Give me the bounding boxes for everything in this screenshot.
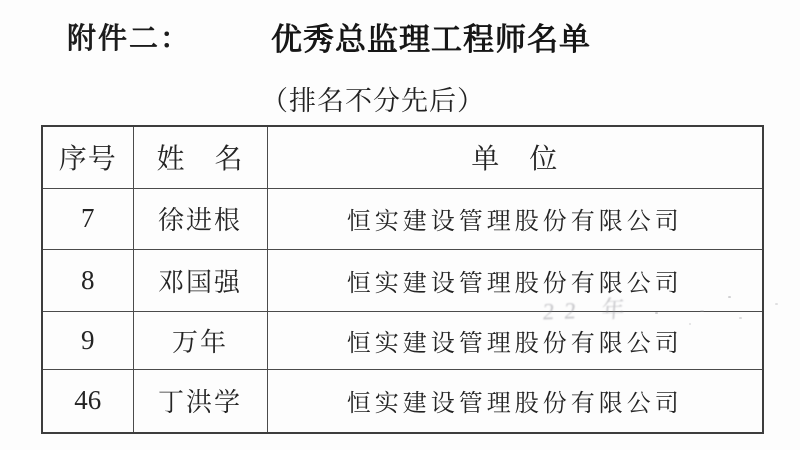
document-title: 优秀总监理工程师名单 xyxy=(271,22,591,57)
serial-cell: 7 xyxy=(42,188,133,249)
column-header-name: 姓 名 xyxy=(133,126,267,188)
unit-cell: 恒实建设管理股份有限公司 xyxy=(267,188,763,249)
engineer-roster-table xyxy=(41,125,764,434)
unit-cell: 恒实建设管理股份有限公司 xyxy=(267,249,763,311)
scan-speck xyxy=(775,303,778,305)
unit-cell: 恒实建设管理股份有限公司 xyxy=(267,369,763,433)
name-cell: 徐进根 xyxy=(133,188,267,249)
serial-cell: 9 xyxy=(42,311,133,369)
attachment-label: 附件二： xyxy=(67,23,192,55)
bleed-through-artifact: 22 年 xyxy=(542,296,636,325)
unit-cell: 恒实建设管理股份有限公司 xyxy=(267,311,763,369)
serial-cell: 46 xyxy=(42,369,133,433)
column-header-serial: 序号 xyxy=(42,126,133,188)
column-header-unit: 单 位 xyxy=(267,126,763,188)
table-row xyxy=(42,249,763,311)
table-row xyxy=(42,311,763,369)
table-header-row xyxy=(42,126,763,188)
table-row xyxy=(42,369,763,433)
name-cell: 邓国强 xyxy=(133,249,267,311)
table-row xyxy=(42,188,763,249)
name-cell: 丁洪学 xyxy=(133,369,267,433)
name-cell: 万年 xyxy=(133,311,267,369)
serial-cell: 8 xyxy=(42,249,133,311)
document-subtitle: （排名不分先后） xyxy=(261,86,485,116)
